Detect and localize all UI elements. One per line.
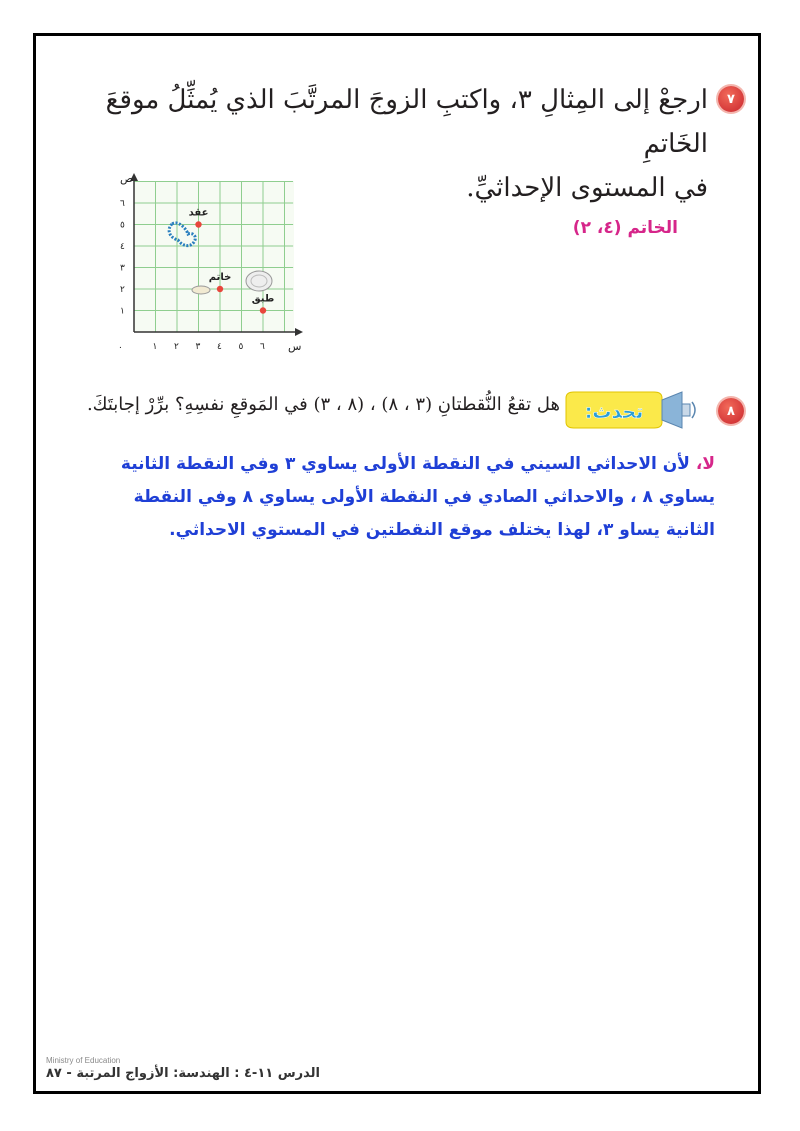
plate-icon — [246, 271, 272, 291]
page-number: ٨٧ — [46, 1066, 62, 1081]
y-tick-labels — [120, 199, 125, 317]
y-tick-label: ٦ — [120, 199, 125, 209]
x-tick-label: ٣ — [195, 342, 201, 352]
y-tick-label: ١ — [120, 306, 125, 317]
y-tick-label: ٣ — [120, 263, 125, 274]
page-footer — [46, 1056, 346, 1086]
x-tick-label: ٦ — [260, 342, 265, 352]
x-axis-arrow-icon — [295, 328, 303, 336]
y-tick-label: ٢ — [120, 285, 125, 295]
footer-lesson-title: الدرس ١١-٤ : الهندسة: الأزواج المرتبة — [76, 1066, 320, 1081]
point-label: خاتم — [208, 272, 232, 283]
origin-label: ٠ — [118, 343, 123, 353]
question-7-line-2: في المستوى الإحداثيِّ. — [466, 173, 708, 203]
question-8-number: ٨ — [727, 403, 735, 419]
ring-icon — [192, 286, 210, 294]
talk-badge-label: تحدث: — [584, 401, 644, 423]
y-tick-label: ٤ — [120, 242, 125, 252]
question-8-text: هل تقعُ النُّقطتانِ (٣ ، ٨) ، (٨ ، ٣) في المَوقعِ نفسِهِ؟ برِّرْ إجابتَكَ. — [86, 394, 560, 415]
point-label: طبق — [251, 293, 275, 305]
x-tick-label: ١ — [152, 342, 158, 352]
point-marker — [260, 307, 266, 313]
megaphone-handle — [682, 404, 690, 416]
question-8-answer-no: لا، — [695, 454, 715, 474]
question-8-answer-explanation: لأن الاحداثي السيني في النقطة الأولى يساوي ٣ وفي النقطة الثانية يساوي ٨ ، والاحداثي الصادي في النقطة الأولى يساوي ٨ وفي النقطة الثانية يساو ٣، لهذا يختلف موقع النقطتين في المستوي الاحداثي. — [120, 454, 715, 540]
x-tick-labels — [153, 342, 266, 352]
graph-background — [134, 182, 294, 332]
ministry-watermark: Ministry of Education — [46, 1056, 121, 1065]
x-axis-label: س — [288, 340, 302, 353]
point-label: عقد — [188, 207, 209, 219]
footer-lesson-line: الدرس ١١-٤ : الهندسة: الأزواج المرتبة - ٨٧ — [46, 1066, 320, 1081]
question-8-row — [64, 390, 744, 430]
question-7-line-1: ارجعْ إلى المِثالِ ٣، واكتبِ الزوجَ المرتَّبَ الذي يُمثِّلُ موقعَ الخَاتمِ — [105, 85, 708, 159]
coordinate-grid-graph — [102, 172, 307, 357]
question-8-answer — [95, 448, 715, 547]
question-7-number: ٧ — [727, 91, 735, 107]
x-tick-label: ٥ — [238, 342, 244, 352]
question-7-answer: الخاتم (٤، ٢) — [572, 218, 678, 238]
sound-wave-icon — [692, 402, 695, 418]
y-tick-label: ٥ — [120, 220, 125, 231]
point-marker — [217, 286, 223, 292]
point-marker — [195, 221, 201, 227]
question-7-number-badge — [718, 86, 744, 112]
x-tick-label: ٤ — [217, 342, 222, 352]
talk-badge — [562, 390, 702, 430]
x-tick-label: ٢ — [174, 342, 179, 352]
y-axis-label: ص — [120, 172, 134, 185]
megaphone-icon — [662, 392, 682, 428]
